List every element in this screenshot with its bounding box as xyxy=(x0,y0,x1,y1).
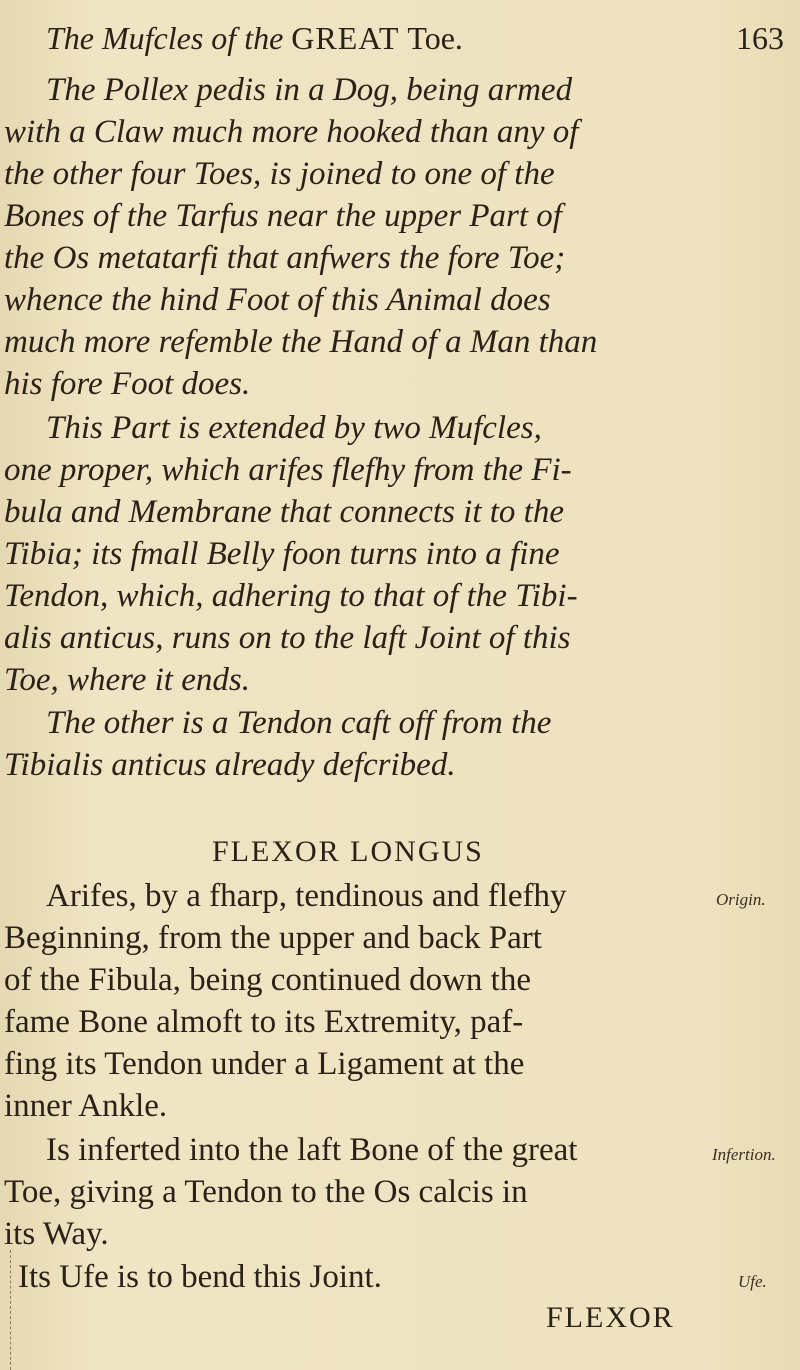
para2-line-1: This Part is extended by two Mufcles, xyxy=(46,410,542,446)
para1-line-3: the other four Toes, is joined to one of the xyxy=(4,156,555,192)
catchword: FLEXOR xyxy=(546,1301,675,1334)
insertion-line-2: Toe, giving a Tendon to the Os calcis in xyxy=(4,1174,528,1210)
section-heading: FLEXOR LONGUS xyxy=(212,835,484,868)
origin-line-4: fame Bone almoft to its Extremity, paf- xyxy=(4,1004,524,1040)
origin-line-1: Arifes, by a fharp, tendinous and flefhy xyxy=(46,878,567,914)
use-margin-label: Ufe. xyxy=(738,1272,767,1291)
origin-line-5: fing its Tendon under a Ligament at the xyxy=(4,1046,525,1082)
origin-margin-label: Origin. xyxy=(716,890,766,909)
para1-line-7: much more refemble the Hand of a Man than xyxy=(4,324,598,360)
para1-line-1: The Pollex pedis in a Dog, being armed xyxy=(46,72,573,108)
header-title-toe: Toe. xyxy=(407,20,463,56)
header-title-mufcles: Mufcles xyxy=(102,20,204,56)
origin-line-2: Beginning, from the upper and back Part xyxy=(4,920,542,956)
insertion-margin-label: Infertion. xyxy=(712,1145,776,1164)
insertion-line-1: Is inferted into the laft Bone of the great xyxy=(46,1132,578,1168)
para2-line-4: Tibia; its fmall Belly foon turns into a fine xyxy=(4,536,560,572)
para2-line-3: bula and Membrane that connects it to the xyxy=(4,494,564,530)
para1-line-2: with a Claw much more hooked than any of xyxy=(4,114,579,150)
header-title-of-the: of the xyxy=(211,20,284,56)
para3-line-2: Tibialis anticus already defcribed. xyxy=(4,747,456,783)
para1-line-5: the Os metatarfi that anfwers the fore Toe; xyxy=(4,240,566,276)
para2-line-5: Tendon, which, adhering to that of the Tibi- xyxy=(4,578,578,614)
para1-line-4: Bones of the Tarfus near the upper Part of xyxy=(4,198,562,234)
page-edge-shadow xyxy=(0,1250,11,1370)
para2-line-2: one proper, which arifes flefhy from the Fi- xyxy=(4,452,572,488)
use-line: Its Ufe is to bend this Joint. xyxy=(18,1259,382,1295)
insertion-line-3: its Way. xyxy=(4,1216,109,1252)
para1-line-6: whence the hind Foot of this Animal does xyxy=(4,282,551,318)
para1-line-8: his fore Foot does. xyxy=(4,366,251,402)
para2-line-7: Toe, where it ends. xyxy=(4,662,250,698)
header-title-the: The xyxy=(46,20,94,56)
header-title-great: GREAT xyxy=(291,20,400,56)
page-number: 163 xyxy=(736,20,784,56)
running-header xyxy=(46,18,786,58)
para3-line-1: The other is a Tendon caft off from the xyxy=(46,705,552,741)
origin-line-3: of the Fibula, being continued down the xyxy=(4,962,531,998)
origin-line-6: inner Ankle. xyxy=(4,1088,168,1124)
para2-line-6: alis anticus, runs on to the laft Joint of this xyxy=(4,620,571,656)
